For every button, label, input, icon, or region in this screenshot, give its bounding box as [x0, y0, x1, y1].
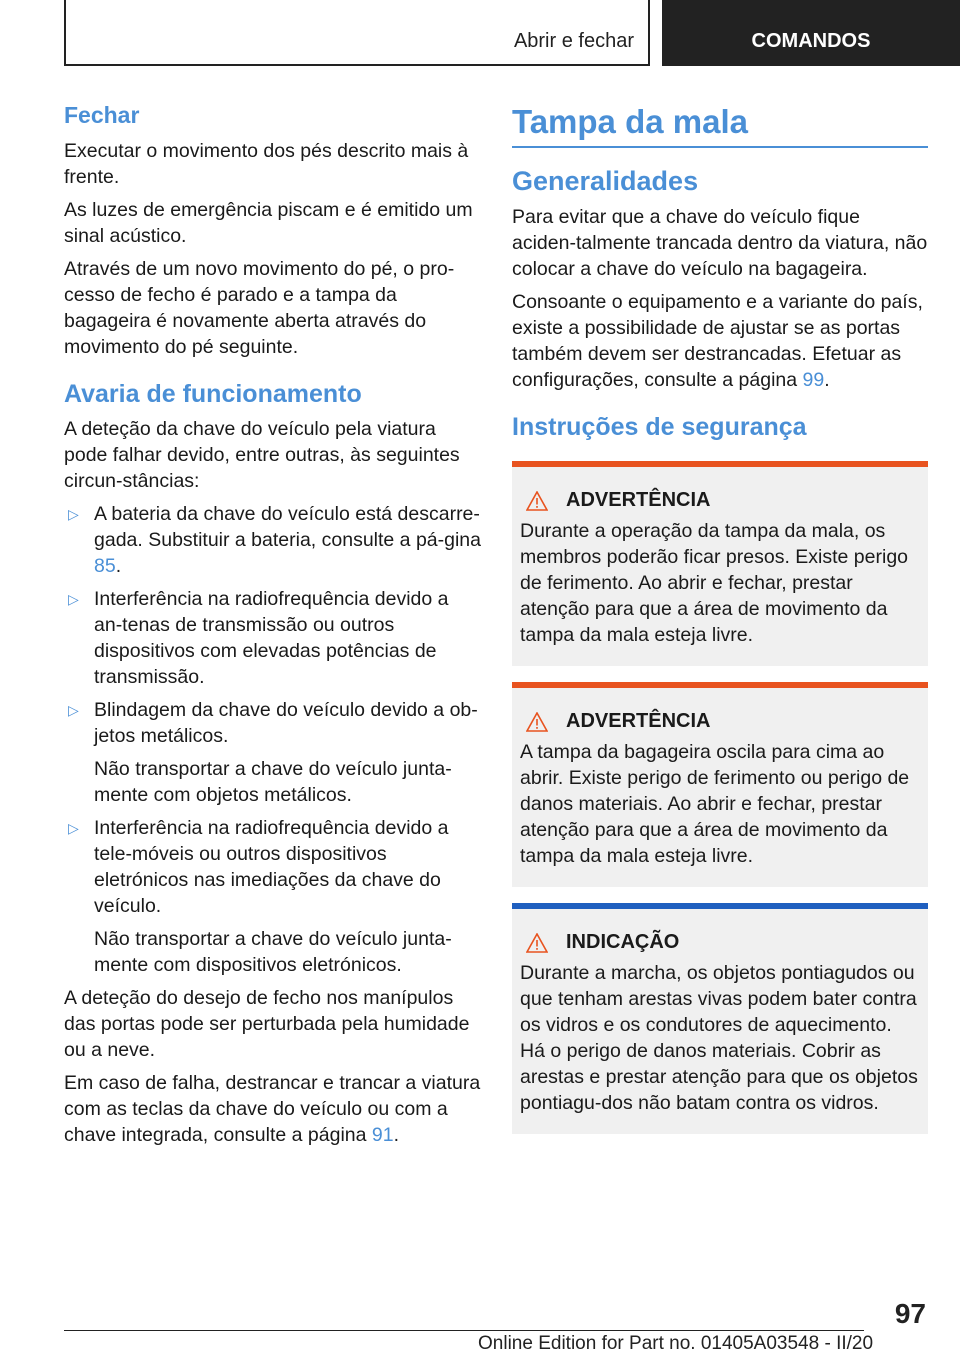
page-number: 97: [894, 1298, 926, 1329]
page-link-91[interactable]: 91: [371, 1124, 394, 1146]
bullet-triangle-icon: ▷: [68, 702, 79, 718]
list-item: ▷ Interferência na radiofrequência devido a an-tenas de transmissão ou outros dispositivos com elevadas potências de transmissão.: [68, 588, 449, 688]
bullet-triangle-icon: ▷: [68, 591, 79, 607]
paragraph: Para evitar que a chave do veículo fique aciden-talmente trancada dentro da viatura, não colocar a chave do veículo na bagageira.: [512, 206, 928, 280]
paragraph: As luzes de emergência piscam e é emitido um sinal acústico.: [64, 199, 473, 247]
bullet-triangle-icon: ▷: [68, 820, 79, 836]
list-item: ▷ Blindagem da chave do veículo devido a ob-jetos metálicos.: [68, 699, 478, 747]
avaria-heading: Avaria de funcionamento: [64, 380, 362, 408]
notice-text: Durante a marcha, os objetos pontiagudos ou que tenham arestas vivas podem bater contra os vidros e os condutores de aquecimento. Há o perigo de danos materiais. Cobrir as arestas e prestar atenção para que os objetos pontiagu-dos não batam contra os vidros.: [520, 962, 918, 1114]
paragraph: Em caso de falha, destrancar e trancar a viatura com as teclas da chave do veículo ou com a chave integrada, consulte a página 91.: [64, 1072, 481, 1146]
paragraph: Consoante o equipamento e a variante do país, existe a possibilidade de ajustar se as portas também devem ser destrancadas. Efetuar as configurações, consulte a página 99.: [512, 291, 923, 391]
right-column: [512, 100, 928, 1150]
warning-box: [512, 682, 928, 887]
warning-triangle-icon: [526, 933, 548, 953]
generalidades-heading: Generalidades: [512, 166, 699, 196]
safety-heading: Instruções de segurança: [512, 413, 807, 441]
warning-triangle-icon: [526, 712, 548, 732]
list-item: ▷ Interferência na radiofrequência devido a tele-móveis ou outros dispositivos eletrónicos nas imediações da chave do veículo.: [68, 817, 449, 917]
paragraph: Através de um novo movimento do pé, o pro-cesso de fecho é parado e a tampa da bagageira é novamente aberta através do movimento do pé seguinte.: [64, 258, 455, 358]
page-link-99[interactable]: 99: [802, 369, 825, 391]
warning-title: ADVERTÊNCIA: [566, 489, 711, 511]
fechar-heading: Fechar: [64, 102, 140, 128]
warning-title: ADVERTÊNCIA: [566, 710, 711, 732]
header-left-frame: [64, 0, 650, 66]
list-item: ▷ A bateria da chave do veículo está descarre-gada. Substituir a bateria, consulte a pá-gina 85.: [68, 503, 482, 577]
warning-text: Durante a operação da tampa da mala, os membros poderão ficar presos. Existe perigo de ferimento. Ao abrir e fechar, prestar atenção para que a área de movimento da tampa da mala esteja livre.: [520, 520, 909, 646]
warning-text: A tampa da bagageira oscila para cima ao abrir. Existe perigo de ferimento ou perigo de danos materiais. Ao abrir e fechar, prestar atenção para que a área de movimento da tampa da mala esteja livre.: [520, 741, 910, 867]
header-chapter-tab: COMANDOS: [662, 0, 960, 66]
warning-triangle-icon: [526, 491, 548, 511]
paragraph: A deteção da chave do veículo pela viatura pode falhar devido, entre outras, às seguintes circun-stâncias:: [64, 418, 460, 492]
list-item-note: Não transportar a chave do veículo junta-mente com dispositivos eletrónicos.: [94, 928, 452, 976]
footer-edition: Online Edition for Part no. 01405A03548 - II/20: [478, 1333, 874, 1354]
bullet-triangle-icon: ▷: [68, 506, 79, 522]
notice-title: INDICAÇÃO: [566, 931, 680, 953]
header-section-title: Abrir e fechar: [513, 30, 634, 52]
heading-rule: [512, 146, 928, 148]
tampa-heading: Tampa da mala: [512, 103, 748, 140]
list-item-note: Não transportar a chave do veículo junta-mente com objetos metálicos.: [94, 758, 452, 806]
page-link-85[interactable]: 85: [94, 555, 116, 577]
left-column: [64, 100, 482, 1155]
footer-divider: [64, 1330, 864, 1331]
paragraph: Executar o movimento dos pés descrito mais à frente.: [64, 140, 469, 188]
notice-box: [512, 903, 928, 1134]
warning-box: [512, 461, 928, 666]
paragraph: A deteção do desejo de fecho nos manípulos das portas pode ser perturbada pela humidade ou a neve.: [64, 987, 470, 1061]
